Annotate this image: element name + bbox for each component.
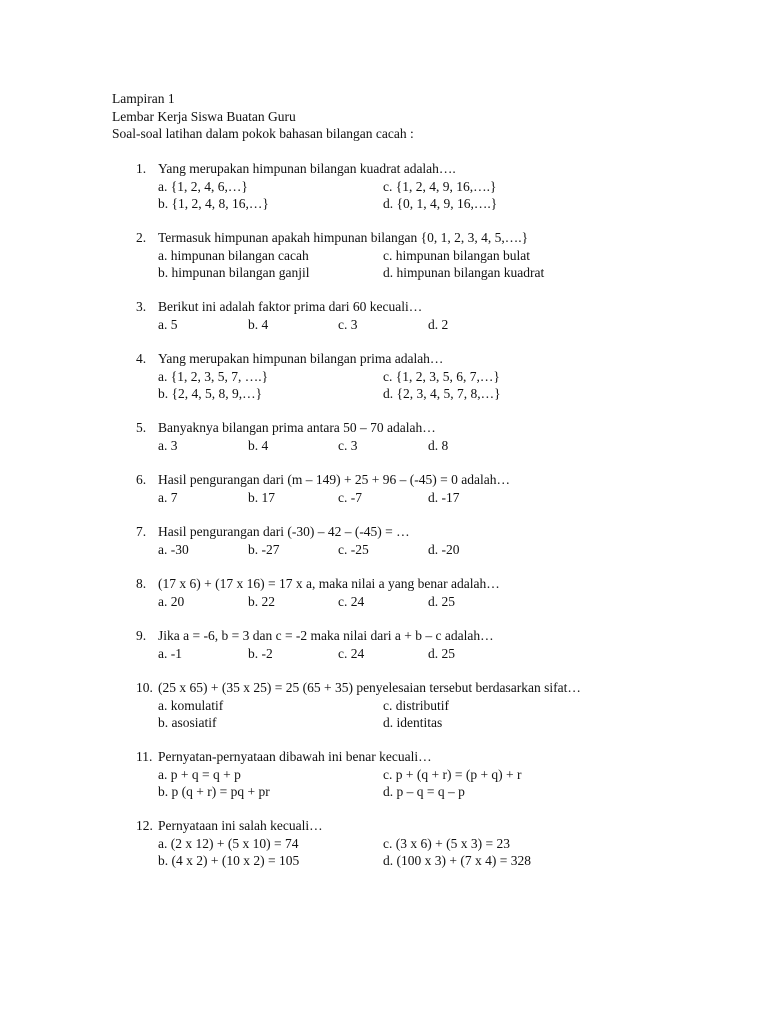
- option-b: b. 22: [248, 593, 275, 609]
- option-c: c. himpunan bilangan bulat: [383, 247, 530, 263]
- question-1: [0, 160, 768, 213]
- option-b: b. {2, 4, 5, 8, 9,…}: [158, 386, 263, 401]
- question-number: 2.: [136, 230, 147, 245]
- question-text: Hasil pengurangan dari (-30) – 42 – (-45) = …: [158, 524, 410, 539]
- option-b: b. {1, 2, 4, 8, 16,…}: [158, 196, 269, 211]
- option-a: a. komulatif: [158, 697, 224, 713]
- option-d: d. {2, 3, 4, 5, 7, 8,…}: [383, 386, 501, 401]
- option-a: a. (2 x 12) + (5 x 10) = 74: [158, 835, 299, 851]
- option-c: c. -7: [338, 489, 362, 505]
- option-a: a. 3: [158, 437, 178, 453]
- question-number: 8.: [136, 576, 147, 591]
- option-d: d. -17: [428, 489, 460, 505]
- question-number: 7.: [136, 524, 147, 539]
- option-d: d. 25: [428, 593, 455, 609]
- option-b: b. 4: [248, 437, 269, 453]
- option-c: c. 24: [338, 645, 365, 661]
- attachment-label: Lampiran 1: [112, 91, 175, 106]
- worksheet-title: Lembar Kerja Siswa Buatan Guru: [112, 108, 296, 124]
- question-4: [0, 350, 768, 403]
- option-d: d. p – q = q – p: [383, 784, 465, 799]
- option-c: c. p + (q + r) = (p + q) + r: [383, 766, 522, 782]
- option-c: c. 3: [338, 437, 358, 453]
- question-text: Berikut ini adalah faktor prima dari 60 kecuali…: [158, 299, 423, 314]
- option-c: c. 3: [338, 316, 358, 332]
- option-a: a. {1, 2, 3, 5, 7, ….}: [158, 368, 269, 384]
- question-number: 9.: [136, 628, 147, 643]
- option-c: c. {1, 2, 3, 5, 6, 7,…}: [383, 368, 500, 384]
- question-12: [0, 817, 768, 870]
- option-c: c. {1, 2, 4, 9, 16,….}: [383, 178, 497, 194]
- option-a: a. himpunan bilangan cacah: [158, 247, 309, 263]
- question-number: 10.: [136, 680, 153, 695]
- question-8: [0, 575, 768, 610]
- option-b: b. -2: [248, 645, 273, 661]
- question-number: 12.: [136, 818, 153, 833]
- question-text: Pernyatan-pernyataan dibawah ini benar kecuali…: [158, 749, 432, 764]
- question-5: [0, 419, 768, 454]
- question-number: 1.: [136, 161, 147, 176]
- question-number: 5.: [136, 420, 147, 435]
- question-7: [0, 523, 768, 558]
- question-3: [0, 298, 768, 333]
- worksheet-subtitle: Soal-soal latihan dalam pokok bahasan bilangan cacah :: [112, 126, 414, 141]
- question-number: 11.: [136, 749, 153, 764]
- question-text: Termasuk himpunan apakah himpunan bilangan {0, 1, 2, 3, 4, 5,….}: [158, 230, 529, 245]
- option-c: c. (3 x 6) + (5 x 3) = 23: [383, 835, 510, 851]
- question-text: Hasil pengurangan dari (m – 149) + 25 + 96 – (-45) = 0 adalah…: [158, 472, 511, 487]
- option-d: d. 2: [428, 316, 449, 332]
- option-d: d. 25: [428, 645, 455, 661]
- option-d: d. -20: [428, 541, 460, 557]
- option-b: b. 17: [248, 489, 275, 505]
- question-2: [0, 229, 768, 282]
- option-d: d. (100 x 3) + (7 x 4) = 328: [383, 853, 531, 868]
- question-9: [0, 627, 768, 662]
- question-text: (17 x 6) + (17 x 16) = 17 x a, maka nilai a yang benar adalah…: [158, 576, 500, 591]
- document-header: [112, 90, 712, 143]
- option-a: a. -30: [158, 541, 189, 557]
- question-text: Banyaknya bilangan prima antara 50 – 70 adalah…: [158, 420, 436, 435]
- option-b: b. asosiatif: [158, 715, 217, 730]
- option-d: d. 8: [428, 437, 449, 453]
- option-a: a. p + q = q + p: [158, 766, 241, 782]
- option-c: c. 24: [338, 593, 365, 609]
- question-number: 3.: [136, 299, 147, 314]
- option-a: a. 20: [158, 593, 185, 609]
- option-d: d. identitas: [383, 715, 443, 730]
- question-text: Yang merupakan himpunan bilangan prima adalah…: [158, 351, 444, 366]
- question-number: 4.: [136, 351, 147, 366]
- question-11: [0, 748, 768, 801]
- option-b: b. p (q + r) = pq + pr: [158, 784, 270, 799]
- option-b: b. (4 x 2) + (10 x 2) = 105: [158, 853, 300, 868]
- option-a: a. -1: [158, 645, 182, 661]
- question-6: [0, 471, 768, 506]
- question-text: (25 x 65) + (35 x 25) = 25 (65 + 35) penyelesaian tersebut berdasarkan sifat…: [158, 680, 581, 695]
- option-b: b. 4: [248, 316, 269, 332]
- question-number: 6.: [136, 472, 147, 487]
- option-a: a. {1, 2, 4, 6,…}: [158, 178, 248, 194]
- option-d: d. {0, 1, 4, 9, 16,….}: [383, 196, 498, 211]
- question-10: [0, 679, 768, 732]
- option-a: a. 7: [158, 489, 178, 505]
- option-b: b. himpunan bilangan ganjil: [158, 265, 310, 280]
- question-text: Jika a = -6, b = 3 dan c = -2 maka nilai dari a + b – c adalah…: [158, 628, 494, 643]
- option-c: c. -25: [338, 541, 369, 557]
- option-c: c. distributif: [383, 697, 449, 713]
- option-d: d. himpunan bilangan kuadrat: [383, 265, 545, 280]
- option-b: b. -27: [248, 541, 280, 557]
- question-text: Yang merupakan himpunan bilangan kuadrat adalah….: [158, 161, 456, 176]
- question-text: Pernyataan ini salah kecuali…: [158, 818, 323, 833]
- option-a: a. 5: [158, 316, 178, 332]
